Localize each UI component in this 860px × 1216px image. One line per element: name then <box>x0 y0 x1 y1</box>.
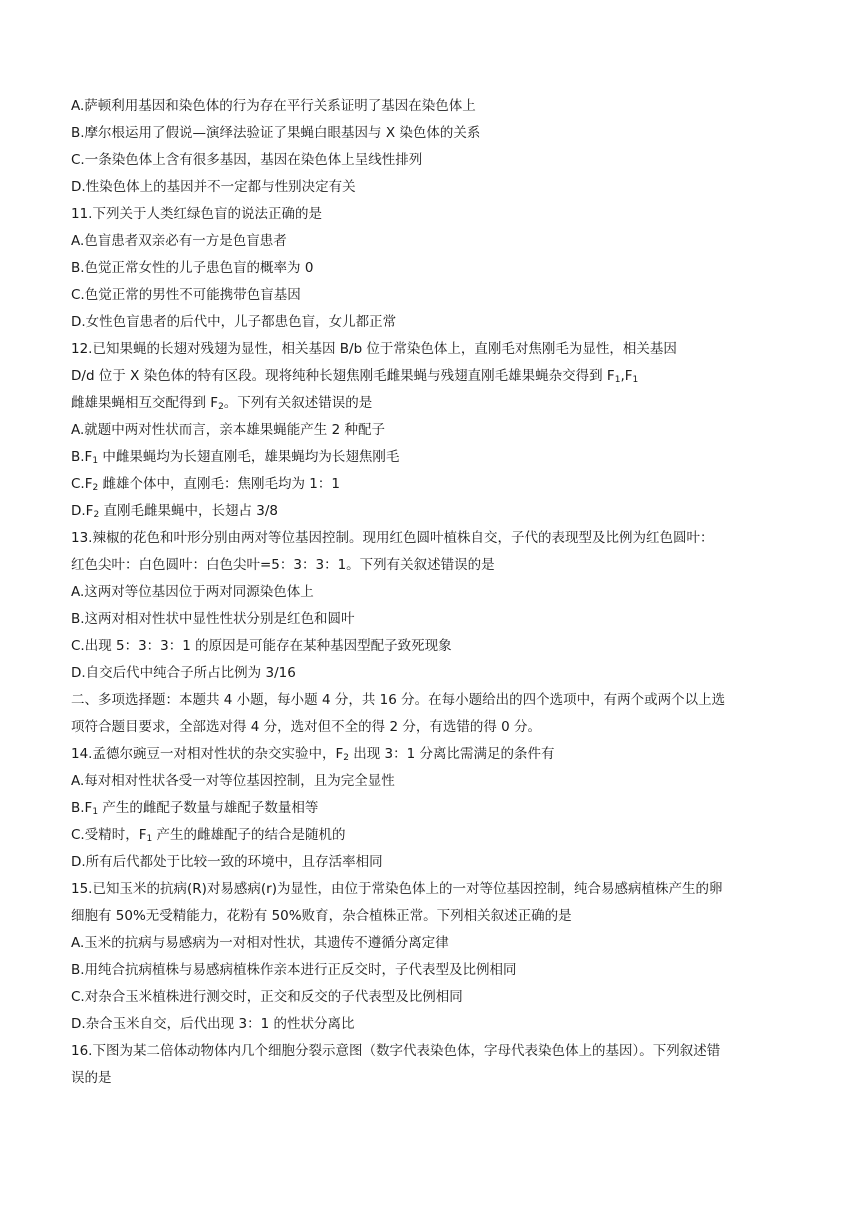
text-line: C.对杂合玉米植株进行测交时，正交和反交的子代表型及比例相同 <box>71 989 463 1005</box>
text-line: 16.下图为某二倍体动物体内几个细胞分裂示意图（数字代表染色体，字母代表染色体上的基因）。下列叙述错 <box>71 1043 721 1059</box>
text-line: A.这两对等位基因位于两对同源染色体上 <box>71 584 314 600</box>
text-line: D/d 位于 X 染色体的特有区段。现将纯种长翅焦刚毛雌果蝇与残翅直刚毛雄果蝇杂交得到 $F_1,F_1$ <box>71 368 639 385</box>
exam-page <box>71 96 793 1095</box>
text-line: A.就题中两对性状而言，亲本雄果蝇能产生 2 种配子 <box>71 422 385 438</box>
text-line: 细胞有 50%无受精能力，花粉有 50%败育，杂合植株正常。下列相关叙述正确的是 <box>71 908 572 924</box>
text-line: 二、多项选择题：本题共 4 小题，每小题 4 分，共 16 分。在每小题给出的四个选项中，有两个或两个以上选 <box>71 692 726 708</box>
text-line: 15.已知玉米的抗病(R)对易感病(r)为显性，由位于常染色体上的一对等位基因控制，纯合易感病植株产生的卵 <box>71 881 723 897</box>
text-line: 雌雄果蝇相互交配得到 $F_2$。下列有关叙述错误的是 <box>71 395 373 412</box>
text-line: $B.F_1$ 中雌果蝇均为长翅直刚毛，雄果蝇均为长翅焦刚毛 <box>71 449 400 466</box>
text-line: B.这两对相对性状中显性性状分别是红色和圆叶 <box>71 611 355 627</box>
text-line: 项符合题目要求，全部选对得 4 分，选对但不全的得 2 分，有选错的得 0 分。 <box>71 719 542 735</box>
text-line: $D.F_2$ 直刚毛雌果蝇中，长翅占 3/8 <box>71 503 278 520</box>
text-line: D.杂合玉米自交，后代出现 3：1 的性状分离比 <box>71 1016 355 1032</box>
text-line: D.性染色体上的基因并不一定都与性别决定有关 <box>71 179 356 195</box>
text-line: 误的是 <box>71 1070 112 1086</box>
text-line: C.出现 5：3：3：1 的原因是可能存在某种基因型配子致死现象 <box>71 638 452 654</box>
text-line: 12.已知果蝇的长翅对残翅为显性，相关基因 B/b 位于常染色体上，直刚毛对焦刚毛为显性，相关基因 <box>71 341 677 357</box>
text-line: $B.F_1$ 产生的雌配子数量与雄配子数量相等 <box>71 800 319 817</box>
text-line: A.每对相对性状各受一对等位基因控制，且为完全显性 <box>71 773 395 789</box>
text-line: C.受精时，$F_1$ 产生的雌雄配子的结合是随机的 <box>71 827 346 844</box>
text-line: B.用纯合抗病植株与易感病植株作亲本进行正反交时，子代表型及比例相同 <box>71 962 517 978</box>
text-line: A.色盲患者双亲必有一方是色盲患者 <box>71 233 287 249</box>
text-line: D.所有后代都处于比较一致的环境中，且存活率相同 <box>71 854 383 870</box>
text-line: D.自交后代中纯合子所占比例为 3/16 <box>71 665 296 681</box>
text-line: C.一条染色体上含有很多基因，基因在染色体上呈线性排列 <box>71 152 423 168</box>
text-line: 14.孟德尔豌豆一对相对性状的杂交实验中，$F_2$ 出现 3：1 分离比需满足的条件有 <box>71 746 555 763</box>
text-line: 11.下列关于人类红绿色盲的说法正确的是 <box>71 206 322 222</box>
text-line: 13.辣椒的花色和叶形分别由两对等位基因控制。现用红色圆叶植株自交，子代的表现型及比例为红色圆叶： <box>71 530 714 546</box>
text-line: 红色尖叶：白色圆叶：白色尖叶=5：3：3：1。下列有关叙述错误的是 <box>71 557 495 573</box>
text-line: B.色觉正常女性的儿子患色盲的概率为 0 <box>71 260 314 276</box>
text-line: C.色觉正常的男性不可能携带色盲基因 <box>71 287 301 303</box>
text-line: D.女性色盲患者的后代中，儿子都患色盲，女儿都正常 <box>71 314 397 330</box>
text-line: A.萨顿利用基因和染色体的行为存在平行关系证明了基因在染色体上 <box>71 98 476 114</box>
text-line: $C.F_2$ 雌雄个体中，直刚毛：焦刚毛均为 1：1 <box>71 476 340 493</box>
text-line: B.摩尔根运用了假说—演绎法验证了果蝇白眼基因与 X 染色体的关系 <box>71 125 481 141</box>
text-line: A.玉米的抗病与易感病为一对相对性状，其遗传不遵循分离定律 <box>71 935 449 951</box>
